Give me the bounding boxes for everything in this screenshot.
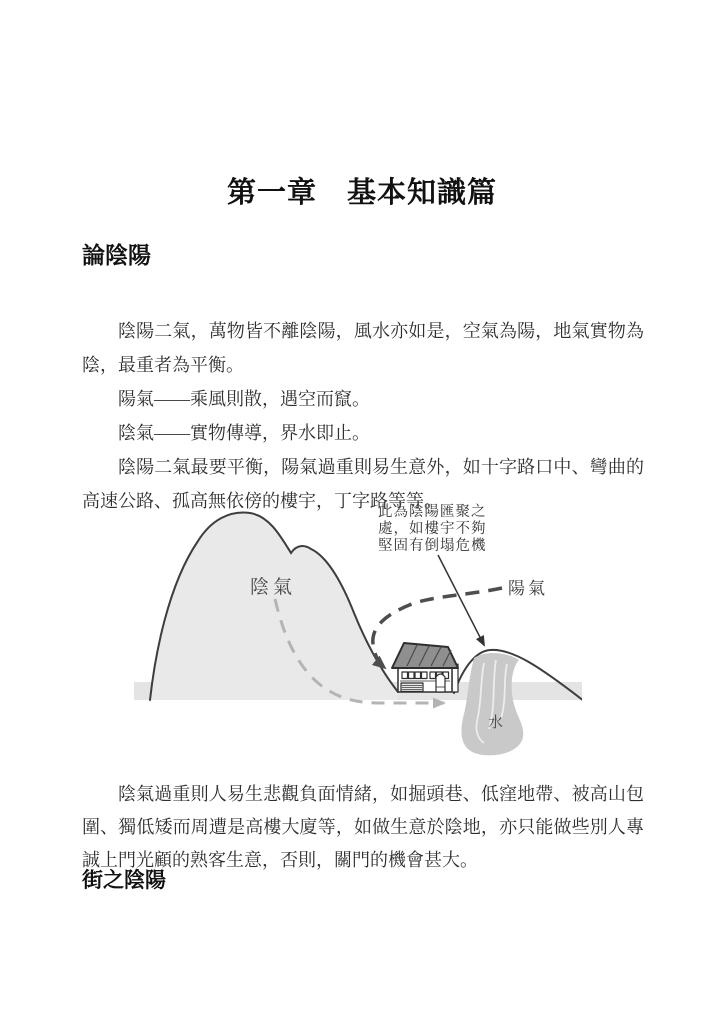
section-heading-yin-yang: 論陰陽 xyxy=(82,242,151,268)
yin-label: 陰氣 xyxy=(250,577,297,598)
chapter-title: 第一章 基本知識篇 xyxy=(226,177,497,209)
annotation-text xyxy=(378,503,487,554)
mountain-fill xyxy=(150,512,398,700)
water-label: 水 xyxy=(488,714,504,731)
paragraph-4: 陰陽二氣最要平衡，陽氣過重則易生意外，如十字路口中、彎曲的高速公路、孤高無依傍的樓宇，丁字路等等。 xyxy=(82,457,644,511)
annotation-line-3: 堅固有倒塌危機 xyxy=(378,538,487,554)
annotation-line-1: 此為陰陽匯聚之 xyxy=(378,504,487,520)
house xyxy=(392,643,458,692)
annotation-line-2: 處，如樓宇不夠 xyxy=(378,521,487,537)
paragraph-5: 陰氣過重則人易生悲觀負面情緒，如掘頭巷、低窪地帶、被高山包圍、獨低矮而周遭是高樓大廈等，如做生意於陰地，亦只能做些別人專誠上門光顧的熟客生意，否則，關門的機會甚大。 xyxy=(82,784,644,870)
annotation-pointer-line xyxy=(438,555,484,645)
paragraph-1: 陰陽二氣，萬物皆不離陰陽，風水亦如是，空氣為陽，地氣實物為陰，最重者為平衡。 xyxy=(82,321,644,375)
arched-door xyxy=(436,674,445,692)
paragraph-2: 陽氣——乘風則散，遇空而竄。 xyxy=(118,389,370,409)
yang-label: 陽氣 xyxy=(508,579,548,598)
section-heading-street-yin-yang: 街之陰陽 xyxy=(82,869,166,892)
yin-yang-mountain-diagram xyxy=(92,497,582,767)
paragraph-3: 陰氣——實物傳導，界水即止。 xyxy=(118,423,370,443)
diagram-svg xyxy=(92,497,582,767)
